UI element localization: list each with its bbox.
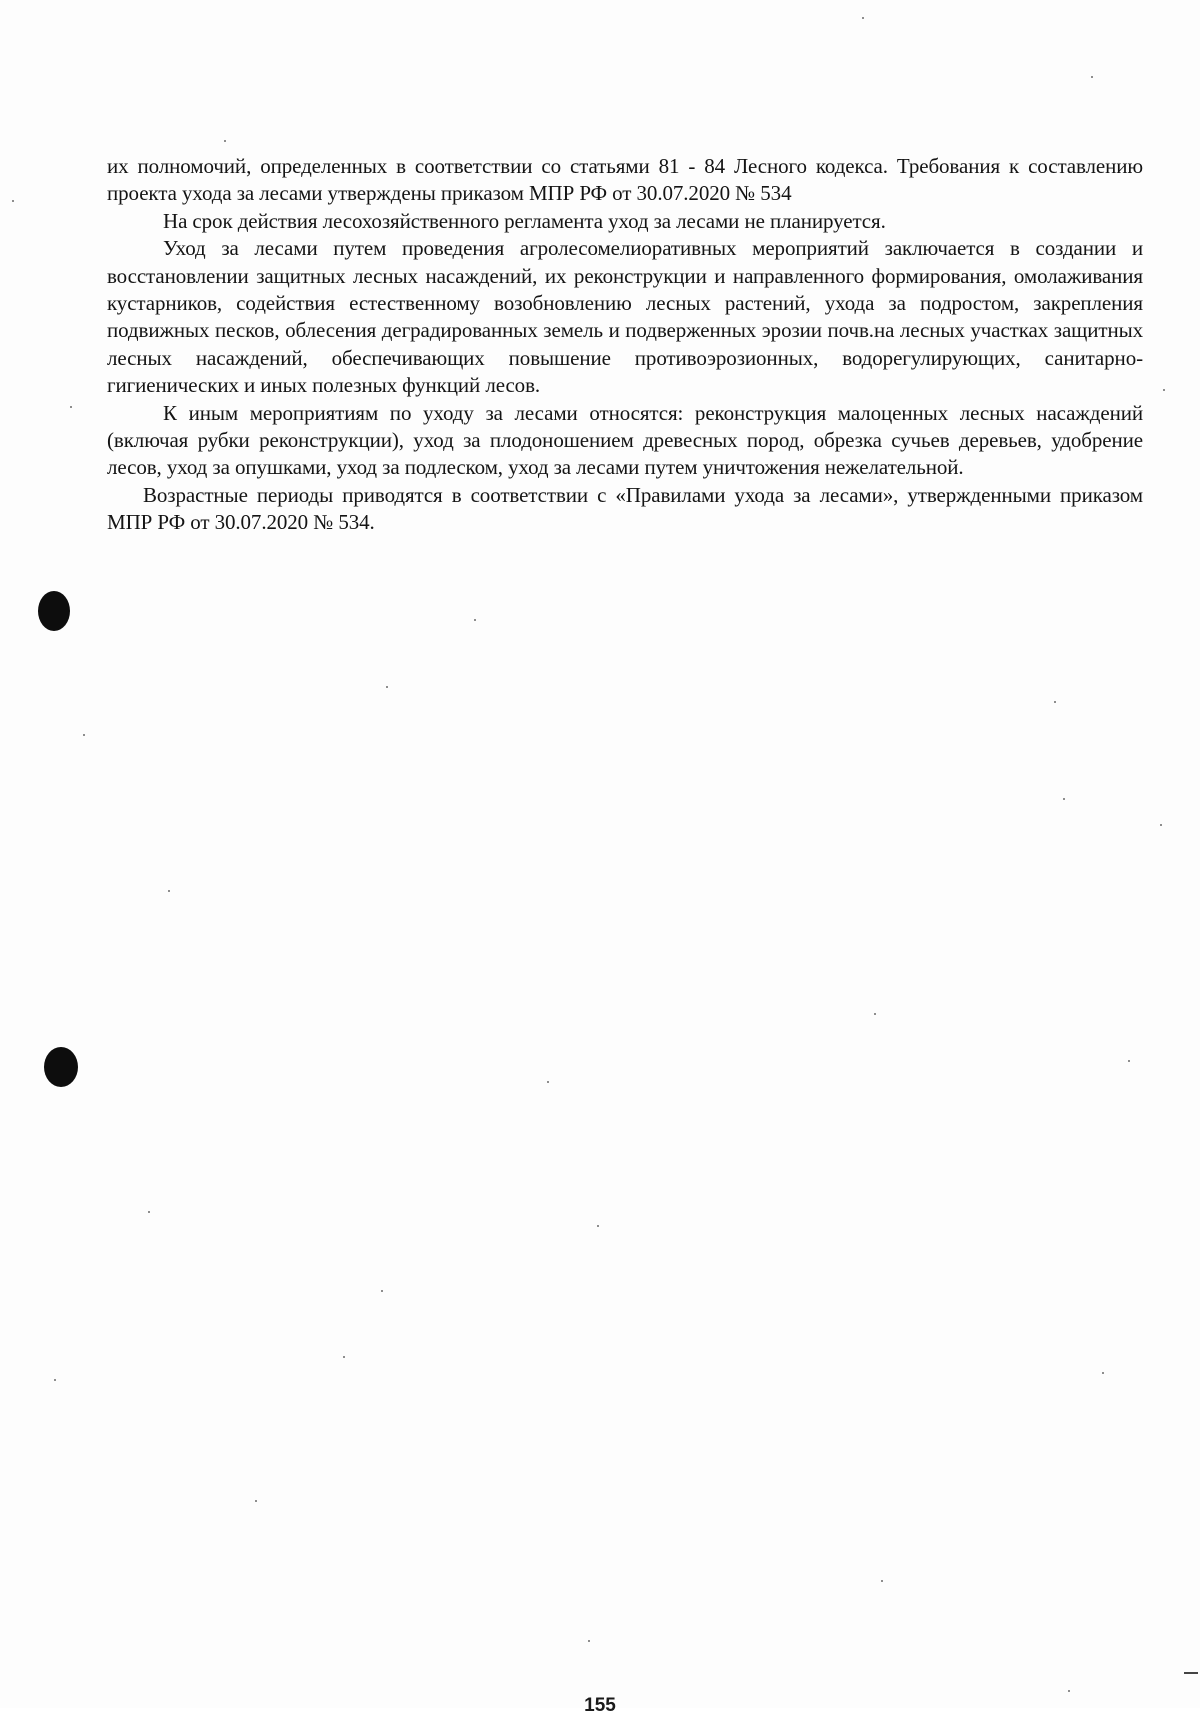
paragraph-continuation: их полномочий, определенных в соответствии со статьями 81 - 84 Лесного кодекса. Требования к составлению проекта ухода за лесами утверждены приказом МПР РФ от 30.07.2020 № 534 <box>107 154 1143 206</box>
scan-speck <box>1063 798 1065 800</box>
scan-speck <box>862 17 864 19</box>
page-number: 155 <box>584 1695 616 1716</box>
scan-speck <box>12 200 14 202</box>
scan-speck <box>386 686 388 688</box>
punch-hole-icon <box>44 1047 78 1087</box>
punch-hole-icon <box>38 591 70 631</box>
scan-speck <box>1054 701 1056 703</box>
paragraph-care-not-planned: На срок действия лесохозяйственного регламента уход за лесами не планируется. <box>163 208 886 233</box>
scan-speck <box>343 1356 345 1358</box>
scan-speck <box>588 1640 590 1642</box>
scan-speck <box>1163 389 1165 391</box>
scan-speck <box>70 406 72 408</box>
scan-speck <box>474 619 476 621</box>
scan-speck <box>874 1013 876 1015</box>
paragraph-age-periods: Возрастные периоды приводятся в соответствии с «Правилами ухода за лесами», утвержденными приказом МПР РФ от 30.07.2020 № 534. <box>107 482 1143 535</box>
scan-speck <box>1128 1060 1130 1062</box>
scan-speck <box>547 1081 549 1083</box>
scan-speck <box>255 1500 257 1502</box>
scan-speck <box>597 1225 599 1227</box>
scan-speck <box>1102 1372 1104 1374</box>
scan-speck <box>1160 824 1162 826</box>
scan-edge-mark <box>1184 1672 1198 1674</box>
scan-speck <box>381 1290 383 1292</box>
scan-speck <box>148 1211 150 1213</box>
scan-speck <box>224 140 226 142</box>
scan-speck <box>1091 76 1093 78</box>
scan-speck <box>168 890 170 892</box>
paragraph-other-measures: К иным мероприятиям по уходу за лесами относятся: реконструкция малоценных лесных насаждений (включая рубки реконструкции), уход за плодоношением древесных пород, обрезка сучьев деревьев, удобрение лесов, уход за опушками, уход за подлеском, уход за лесами путем уничтожения нежелательной. <box>107 400 1143 480</box>
scan-speck <box>881 1580 883 1582</box>
scan-speck <box>83 734 85 736</box>
paragraph-agroforestry-measures: Уход за лесами путем проведения агролесомелиоративных мероприятий заключается в создании и восстановлении защитных лесных насаждений, их реконструкции и направленного формирования, омолаживания кустарников, содействия естественному возобновлению лесных растений, ухода за подростом, закрепления подвижных песков, облесения деградированных земель и подверженных эрозии почв.на лесных участках защитных лесных насаждений, обеспечивающих повышение противоэрозионных, водорегулирующих, санитарно-гигиенических и иных полезных функций лесов. <box>107 236 1143 398</box>
scan-speck <box>54 1379 56 1381</box>
scan-speck <box>1068 1690 1070 1692</box>
body-text <box>107 153 1143 537</box>
